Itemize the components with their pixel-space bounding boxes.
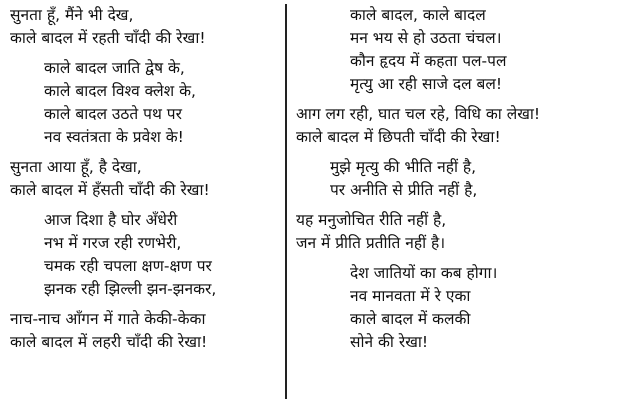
poem-line: सोने की रेखा! — [350, 333, 429, 351]
poem-line: मुझे मृत्यु की भीति नहीं है, — [330, 158, 477, 176]
poem-line: काले बादल में कलकी — [350, 310, 471, 328]
poem-line: नव मानवता में रे एका — [350, 287, 471, 305]
poem-line: काले बादल उठते पथ पर — [44, 105, 182, 123]
column-divider — [285, 4, 287, 399]
poem-line: नाच-नाच आँगन में गाते केकी-केका — [10, 310, 206, 328]
poem-line: काले बादल विश्व क्लेश के, — [44, 82, 196, 100]
poem-line: नभ में गरज रही रणभेरी, — [44, 234, 182, 252]
poem-line: काले बादल में लहरी चाँदी की रेखा! — [10, 333, 208, 351]
poem-line: सुनता आया हूँ, है देखा, — [10, 158, 142, 176]
poem-line: आग लग रही, घात चल रहे, विधि का लेखा! — [296, 105, 541, 123]
right-column — [296, 4, 611, 354]
poem-line: काले बादल में छिपती चाँदी की रेखा! — [296, 128, 501, 146]
left-stanza-3 — [10, 156, 280, 202]
poem-line: देश जातियों का कब होगा। — [350, 264, 498, 282]
poem-line: मृत्यु आ रही साजे दल बल! — [350, 75, 503, 93]
poem-line: चमक रही चपला क्षण-क्षण पर — [44, 257, 212, 275]
poem-line: सुनता हूँ, मैंने भी देख, — [10, 6, 134, 24]
poem-line: जन में प्रीति प्रतीति नहीं है। — [296, 234, 446, 252]
poem-line: काले बादल में हँसती चाँदी की रेखा! — [10, 181, 210, 199]
poem-line: काले बादल, काले बादल — [350, 6, 486, 24]
poem-line: मन भय से हो उठता चंचल। — [350, 29, 502, 47]
poem-line: यह मनुजोचित रीति नहीं है, — [296, 211, 447, 229]
poem-line: काले बादल जाति द्वेष के, — [44, 59, 185, 77]
right-stanza-3 — [296, 156, 611, 202]
left-stanza-4 — [10, 209, 280, 301]
right-stanza-1 — [296, 4, 611, 96]
left-stanza-2 — [10, 57, 280, 149]
poem-line: आज दिशा है घोर अँधेरी — [44, 211, 178, 229]
poem-line: कौन हृदय में कहता पल-पल — [350, 52, 507, 70]
poem-line: काले बादल में रहती चाँदी की रेखा! — [10, 29, 206, 47]
poem-line: पर अनीति से प्रीति नहीं है, — [330, 181, 478, 199]
right-stanza-2 — [296, 103, 611, 149]
right-stanza-5 — [296, 262, 611, 354]
left-stanza-5 — [10, 308, 280, 354]
poem-line: नव स्वतंत्रता के प्रवेश के! — [44, 128, 184, 146]
left-stanza-1 — [10, 4, 280, 50]
poem-line: झनक रही झिल्ली झन-झनकर, — [44, 280, 217, 298]
left-column — [10, 4, 280, 354]
right-stanza-4 — [296, 209, 611, 255]
